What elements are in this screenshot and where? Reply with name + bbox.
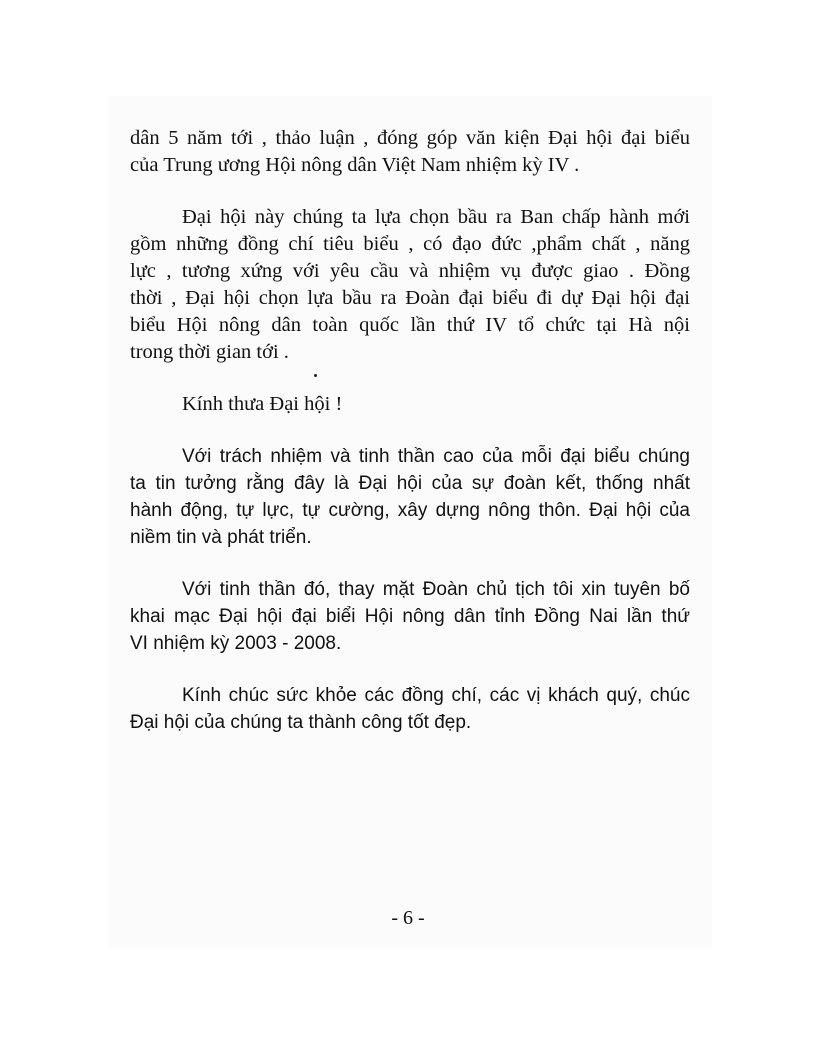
text-line: lực , tương xứng với yêu cầu và nhiệm vụ được giao . Đồng xyxy=(130,260,690,282)
text-line: biểu Hội nông dân toàn quốc lần thứ IV tổ chức tại Hà nội xyxy=(130,314,690,336)
paragraph-1 xyxy=(130,125,690,179)
text-line: niềm tin và phát triển. xyxy=(130,527,312,548)
text-line: thời , Đại hội chọn lựa bầu ra Đoàn đại biểu đi dự Đại hội đại xyxy=(130,287,690,309)
text-line: ta tin tưởng rằng đây là Đại hội của sự đoàn kết, thống nhất xyxy=(130,473,690,494)
paragraph-greeting xyxy=(130,391,690,418)
document-body xyxy=(130,125,690,761)
text-line: Kính chúc sức khỏe các đồng chí, các vị khách quý, chúc xyxy=(182,685,690,706)
text-line: dân 5 năm tới , thảo luận , đóng góp văn kiện Đại hội đại biểu xyxy=(130,127,690,149)
text-line: của Trung ương Hội nông dân Việt Nam nhiệm kỳ IV . xyxy=(130,154,580,176)
text-line: khai mạc Đại hội đại biểi Hội nông dân tỉnh Đồng Nai lần thứ xyxy=(130,606,690,627)
scan-speck xyxy=(314,374,317,377)
text-line: Với trách nhiệm và tinh thần cao của mỗi đại biểu chúng xyxy=(182,446,690,467)
paragraph-4 xyxy=(130,443,690,551)
text-line: Đại hội của chúng ta thành công tốt đẹp. xyxy=(130,712,472,733)
text-line: Kính thưa Đại hội ! xyxy=(182,393,343,415)
text-line: Với tinh thần đó, thay mặt Đoàn chủ tịch tôi xin tuyên bố xyxy=(182,579,690,600)
text-line: hành động, tự lực, tự cường, xây dựng nông thôn. Đại hội của xyxy=(130,500,690,521)
paragraph-5 xyxy=(130,576,690,657)
text-line: trong thời gian tới . xyxy=(130,341,289,363)
text-line: gồm những đồng chí tiêu biểu , có đạo đức ,phẩm chất , năng xyxy=(130,233,690,255)
paragraph-6 xyxy=(130,682,690,736)
text-line: VI nhiệm kỳ 2003 - 2008. xyxy=(130,633,342,654)
page-number: - 6 - xyxy=(391,907,425,929)
text-line: Đại hội này chúng ta lựa chọn bầu ra Ban chấp hành mới xyxy=(182,206,690,228)
paragraph-2 xyxy=(130,204,690,366)
